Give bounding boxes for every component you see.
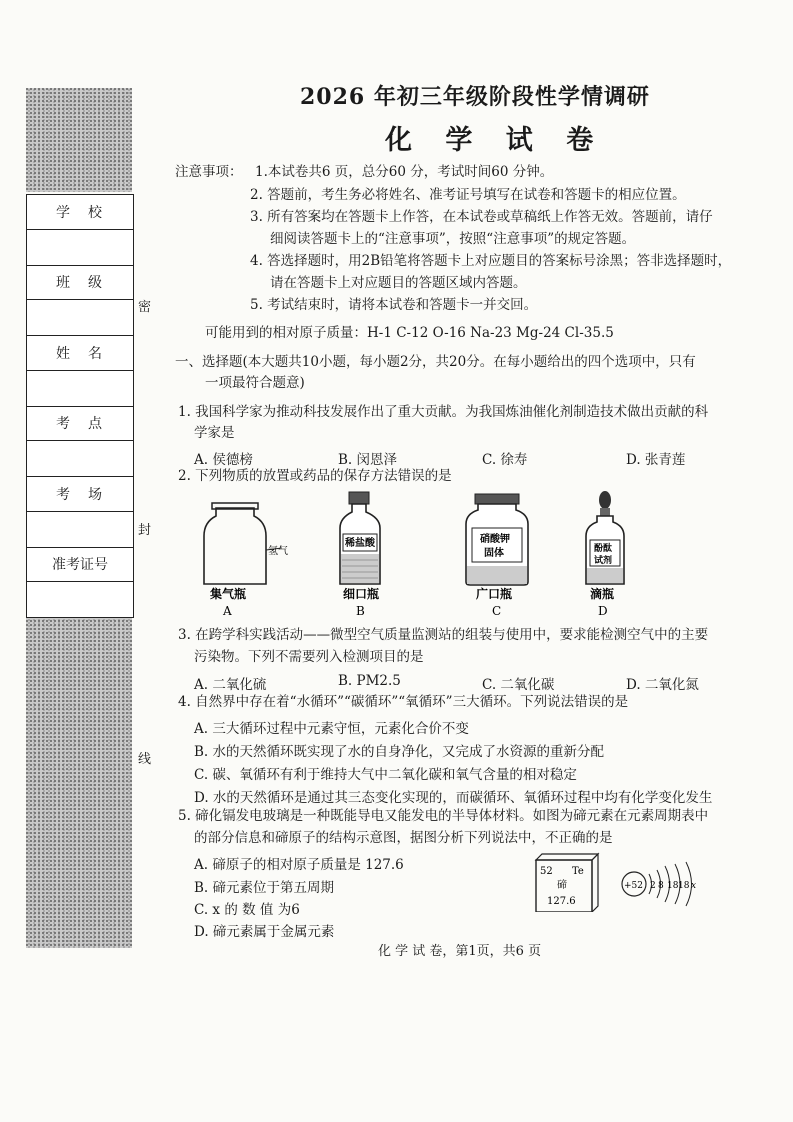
section-heading: 一、选择题(本大题共10小题，每小题2分，共20分。在每小题给出的四个选项中，只有 bbox=[175, 354, 696, 370]
q1-option-b[interactable]: B. 闵恩泽 bbox=[338, 452, 398, 468]
notice-item-3: 3. 所有答案均在答题卡上作答，在本试卷或草稿纸上作答无效。答题前，请仔 bbox=[250, 209, 713, 225]
periodic-element-cell bbox=[536, 854, 598, 912]
bottle-c-label-line2: 固体 bbox=[484, 548, 504, 559]
q1-option-c[interactable]: C. 徐寿 bbox=[482, 452, 528, 468]
notice-item-1: 1.本试卷共6 页，总分60 分，考试时间60 分钟。 bbox=[255, 164, 554, 180]
bottle-b-name: 细口瓶 bbox=[343, 587, 380, 601]
seal-char-xian: 线 bbox=[138, 752, 152, 767]
bottle-a-name: 集气瓶 bbox=[210, 587, 247, 601]
bottle-d-name: 滴瓶 bbox=[590, 587, 615, 601]
notice-item-3-cont: 细阅读答题卡上的“注意事项”，按照“注意事项”的规定答题。 bbox=[270, 231, 636, 247]
margin-pattern-top bbox=[26, 88, 132, 192]
info-field-exam-site[interactable] bbox=[27, 441, 133, 477]
q4-option-c[interactable]: C. 碳、氧循环有利于维持大气中二氧化碳和氧气含量的相对稳定 bbox=[194, 767, 577, 783]
q3-option-b[interactable]: B. PM2.5 bbox=[338, 673, 401, 689]
bottle-c-label-line1: 硝酸钾 bbox=[480, 534, 510, 545]
q3-option-a[interactable]: A. 二氧化硫 bbox=[194, 677, 267, 693]
q3-option-c[interactable]: C. 二氧化碳 bbox=[482, 677, 555, 693]
seal-char-mi: 密 bbox=[138, 300, 152, 315]
element-symbol: Te bbox=[572, 866, 584, 877]
question-2-stem: 2. 下列物质的放置或药品的保存方法错误的是 bbox=[178, 468, 452, 484]
info-field-ticket-number[interactable] bbox=[27, 582, 133, 617]
shell-1: 2 bbox=[650, 881, 656, 891]
info-label-school: 学 校 bbox=[27, 195, 133, 230]
q4-option-d[interactable]: D. 水的天然循环是通过其三态变化实现的，而碳循环、氧循环过程中均有化学变化发生 bbox=[194, 790, 713, 806]
notice-item-2: 2. 答题前，考生务必将姓名、准考证号填写在试卷和答题卡的相应位置。 bbox=[250, 187, 686, 203]
page-footer: 化 学 试 卷，第1页，共6 页 bbox=[378, 944, 542, 959]
question-3-stem-cont: 污染物。下列不需要列入检测项目的是 bbox=[194, 649, 424, 665]
bottle-d-letter: D bbox=[598, 604, 608, 618]
info-label-ticket-number: 准考证号 bbox=[27, 548, 133, 583]
bottle-c-letter: C bbox=[492, 604, 502, 618]
q2-bottles-figure bbox=[190, 488, 650, 623]
q5-option-a[interactable]: A. 碲原子的相对原子质量是 127.6 bbox=[194, 857, 404, 873]
exam-subject: 化 学 试 卷 bbox=[385, 125, 606, 156]
shell-3: 18 bbox=[667, 881, 679, 891]
bottle-c-name: 广口瓶 bbox=[476, 587, 513, 601]
notice-label: 注意事项： bbox=[175, 164, 243, 180]
info-label-exam-room: 考 场 bbox=[27, 477, 133, 512]
question-1-stem-cont: 学家是 bbox=[194, 425, 235, 441]
notice-item-5: 5. 考试结束时，请将本试卷和答题卡一并交回。 bbox=[250, 297, 538, 313]
notice-item-4-cont: 请在答题卡上对应题目的答题区域内答题。 bbox=[270, 275, 527, 291]
bottle-b-narrow-mouth[interactable] bbox=[340, 492, 380, 618]
q5-option-b[interactable]: B. 碲元素位于第五周期 bbox=[194, 880, 335, 896]
bottle-d-label-line1: 酚酞 bbox=[594, 544, 613, 554]
info-label-exam-site: 考 点 bbox=[27, 407, 133, 442]
exam-title: 2026 年初三年级阶段性学情调研 bbox=[300, 84, 650, 110]
info-field-exam-room[interactable] bbox=[27, 512, 133, 548]
bottle-a-gas-jar[interactable] bbox=[204, 503, 288, 618]
section-heading-cont: 一项最符合题意) bbox=[205, 375, 305, 391]
q3-option-d[interactable]: D. 二氧化氮 bbox=[626, 677, 699, 693]
q5-option-c[interactable]: C. x 的 数 值 为6 bbox=[194, 902, 300, 918]
info-label-name: 姓 名 bbox=[27, 336, 133, 371]
info-field-class[interactable] bbox=[27, 300, 133, 336]
shell-4: 18 bbox=[678, 881, 690, 891]
q1-option-d[interactable]: D. 张青莲 bbox=[626, 452, 686, 468]
q4-option-b[interactable]: B. 水的天然循环既实现了水的自身净化，又完成了水资源的重新分配 bbox=[194, 744, 605, 760]
seal-char-feng: 封 bbox=[138, 523, 152, 538]
notice-item-4: 4. 答选择题时，用2B铅笔将答题卡上对应题目的答案标号涂黑；答非选择题时， bbox=[250, 253, 732, 269]
info-field-school[interactable] bbox=[27, 230, 133, 266]
q1-option-a[interactable]: A. 侯德榜 bbox=[194, 452, 253, 468]
bottle-a-letter: A bbox=[223, 604, 232, 618]
bottle-c-wide-mouth[interactable] bbox=[466, 494, 528, 618]
student-info-table bbox=[26, 194, 134, 618]
bottle-b-letter: B bbox=[356, 604, 365, 618]
margin-pattern-bottom bbox=[26, 612, 132, 948]
question-5-stem-cont: 的部分信息和碲原子的结构示意图，据图分析下列说法中，不正确的是 bbox=[194, 830, 613, 846]
bottle-b-label: 稀盐酸 bbox=[345, 538, 375, 549]
shell-2: 8 bbox=[658, 881, 664, 891]
q5-figure bbox=[530, 850, 710, 912]
atomic-masses: 可能用到的相对原子质量：H-1 C-12 O-16 Na-23 Mg-24 Cl-35.5 bbox=[205, 325, 614, 341]
atom-structure-diagram bbox=[622, 862, 696, 906]
q5-option-d[interactable]: D. 碲元素属于金属元素 bbox=[194, 924, 335, 940]
info-label-class: 班 级 bbox=[27, 266, 133, 301]
bottle-a-label: 氢气 bbox=[268, 546, 288, 557]
question-3-stem: 3. 在跨学科实践活动——微型空气质量监测站的组装与使用中，要求能检测空气中的主要 bbox=[178, 627, 709, 643]
bottle-d-label-line2: 试剂 bbox=[594, 556, 613, 566]
shell-5: x bbox=[691, 881, 697, 891]
info-field-name[interactable] bbox=[27, 371, 133, 407]
element-name: 碲 bbox=[557, 880, 567, 891]
element-mass: 127.6 bbox=[547, 896, 576, 907]
atom-nucleus: +52 bbox=[624, 881, 643, 891]
bottle-d-dropper[interactable] bbox=[586, 491, 624, 618]
question-1-stem: 1. 我国科学家为推动科技发展作出了重大贡献。为我国炼油催化剂制造技术做出贡献的科 bbox=[178, 404, 709, 420]
element-number: 52 bbox=[540, 866, 553, 877]
question-5-stem: 5. 碲化镉发电玻璃是一种既能导电又能发电的半导体材料。如图为碲元素在元素周期表中 bbox=[178, 808, 709, 824]
question-4-stem: 4. 自然界中存在着“水循环”“碳循环”“氧循环”三大循环。下列说法错误的是 bbox=[178, 694, 629, 710]
q4-option-a[interactable]: A. 三大循环过程中元素守恒，元素化合价不变 bbox=[194, 721, 469, 737]
